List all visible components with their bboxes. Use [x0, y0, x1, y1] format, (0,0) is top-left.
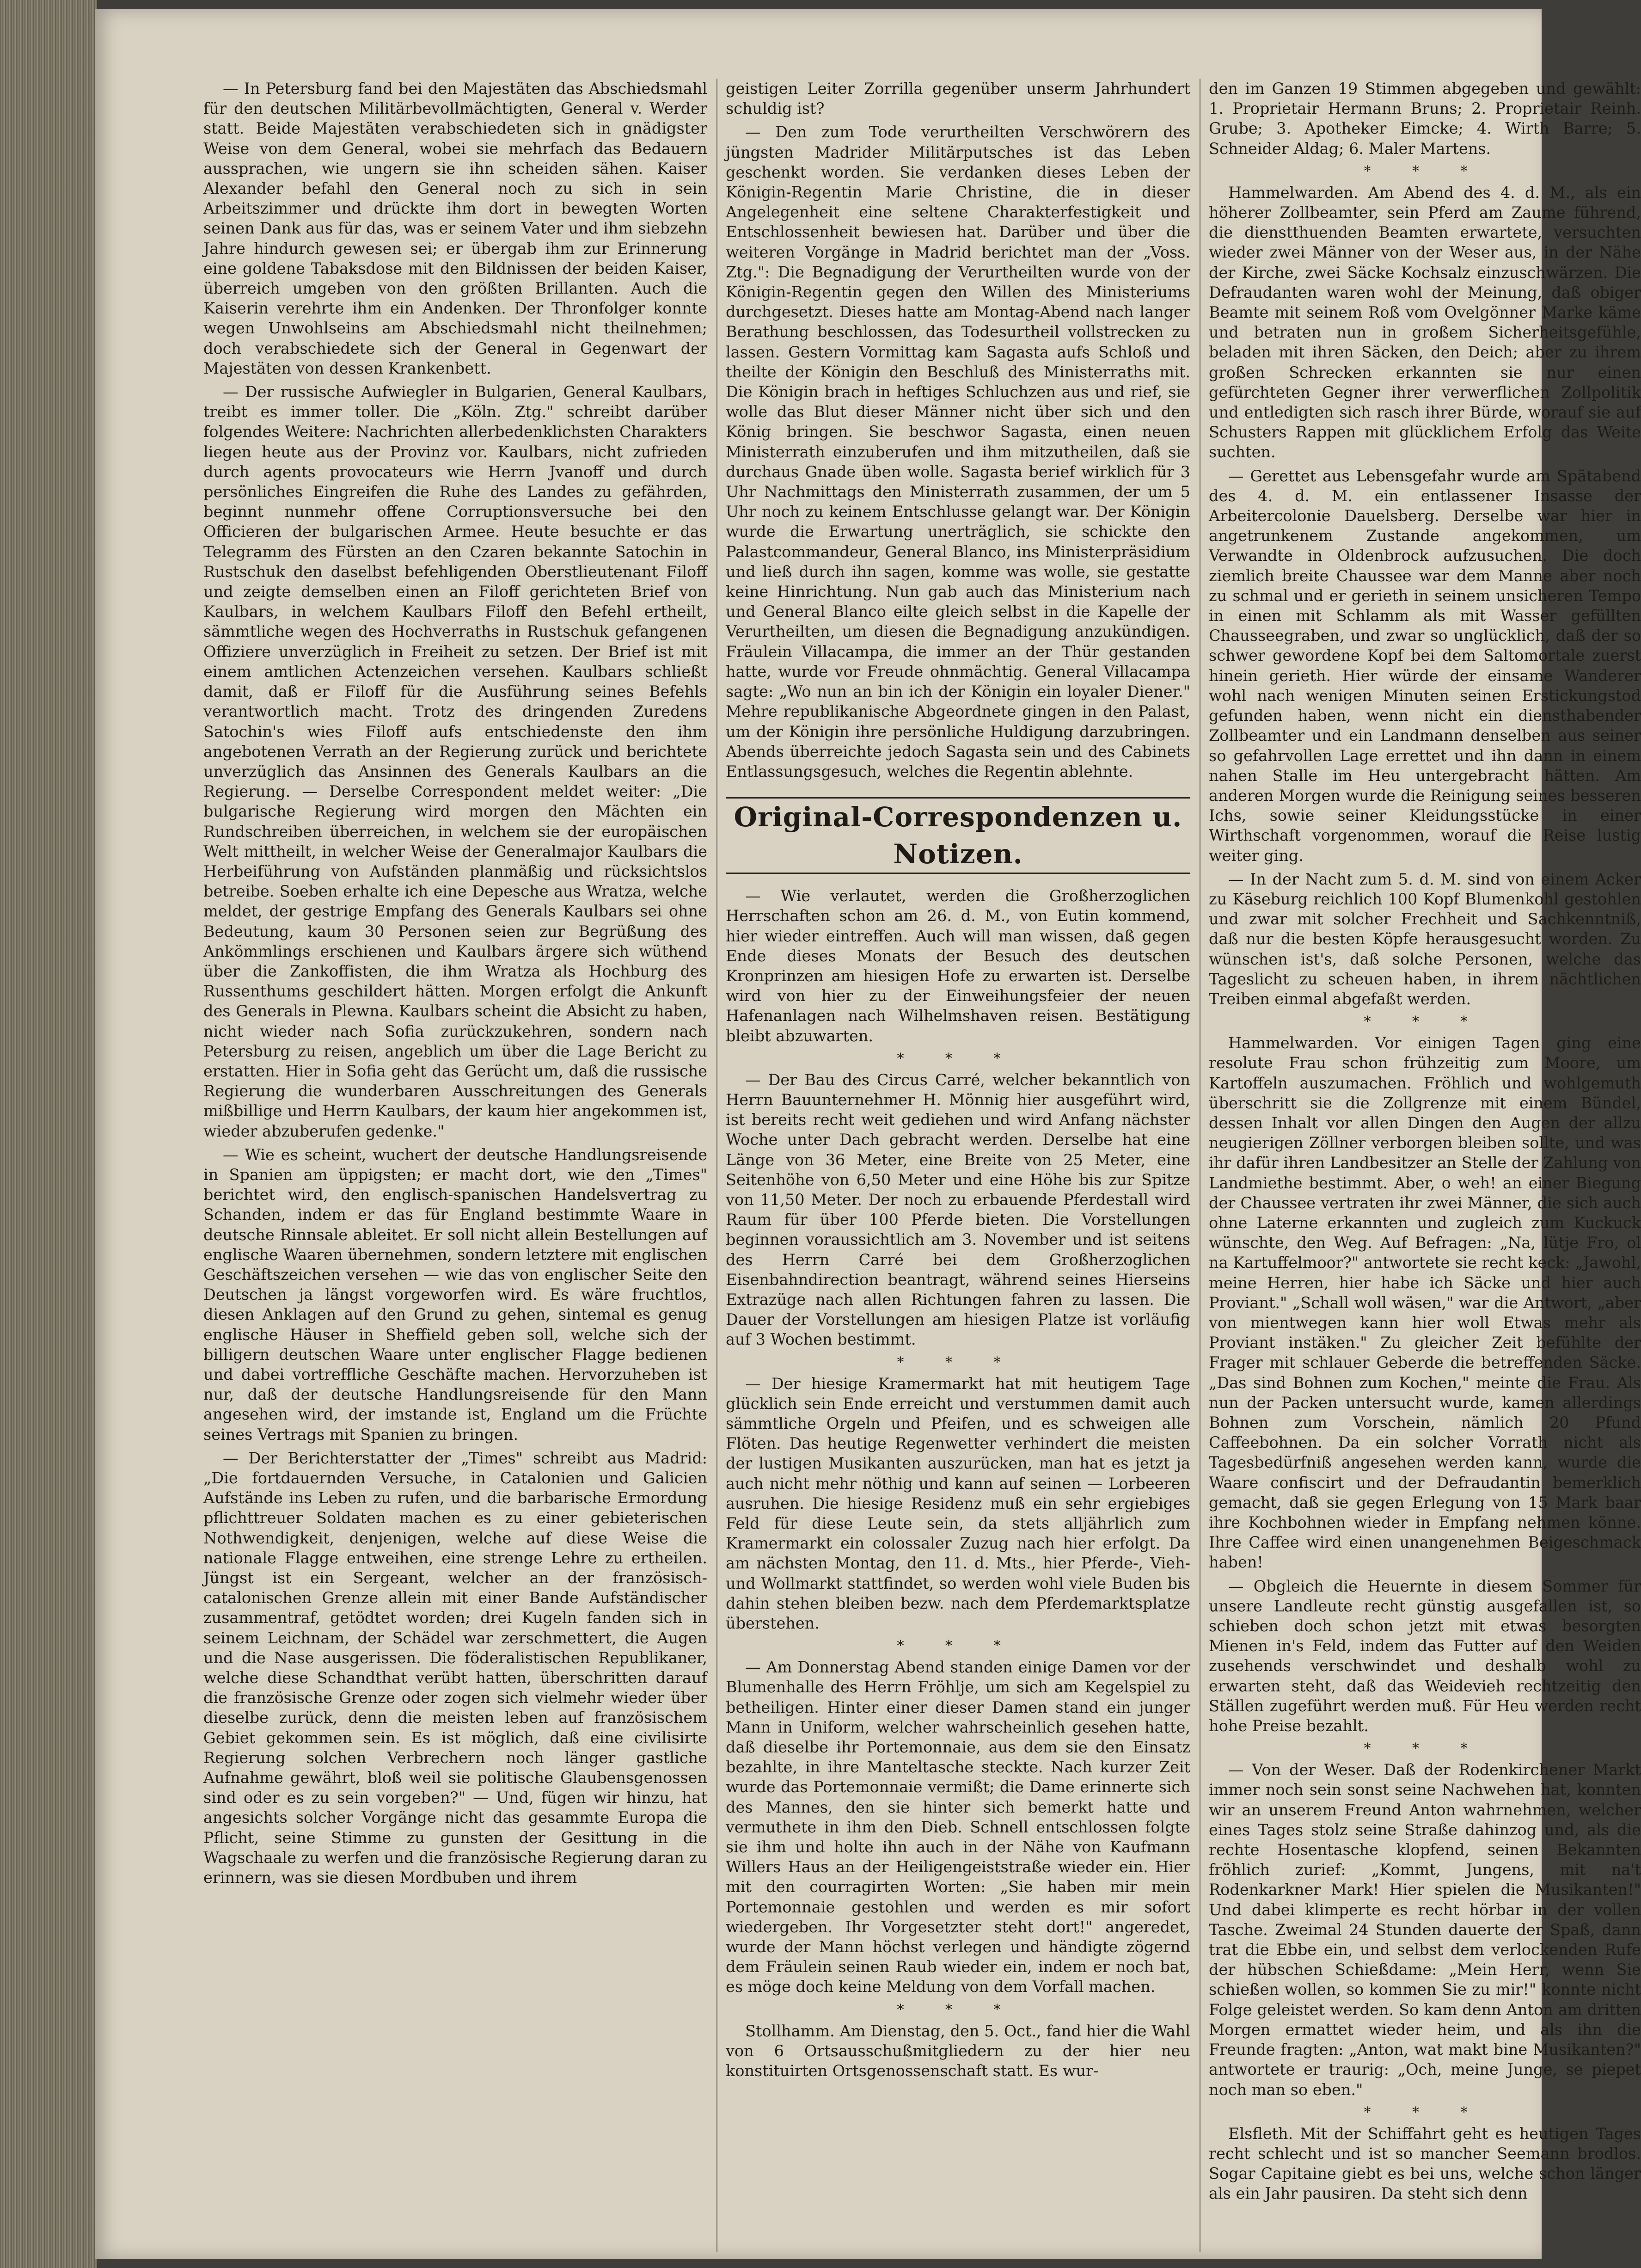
article-petersburg: — In Petersburg fand bei den Majestäten das Abschiedsmahl für den deutschen Militärbevollmächtigten, General v. Werder statt. Beide Majestäten verabschiedeten sich in gnädigster Weise von dem General, wobei sie mehrfach das Bedauern aussprachen, wie ungern sie ihn scheiden sähen. Kaiser Alexander befahl den General noch zu sich in sein Arbeitszimmer und drückte ihm dort in bewegten Worten seinen Dank aus für das, was er seinem Vater und ihm siebzehn Jahre hindurch gewesen sei; er übergab ihm zur Erinnerung eine goldene Tabaksdose mit den Bildnissen der beiden Kaiser, überreich umgeben von den größten Brillanten. Auch die Kaiserin verehrte ihm ein Andenken. Der Thronfolger konnte wegen Unwohlseins am Abschiedsmahl nicht theilnehmen; doch verabschiedete sich der General in Gegenwart der Majestäten von dessen Krankenbett. [203, 80, 707, 377]
article-kramermarkt: — Der hiesige Kramermarkt hat mit heutigem Tage glücklich sein Ende erreicht und verstummen damit auch sämmtliche Orgeln und Pfeifen, und es schweigen alle Flöten. Das heutige Regenwetter verhindert die meisten der lustigen Musikanten auszurücken, man hat es jetzt ja auch nicht mehr nöthig und kann auf seinen — Lorbeeren ausruhen. Die hiesige Residenz muß ein sehr ergiebiges Feld für diese Leute sein, da stets alljährlich zum Kramermarkt ein colossaler Zuzug nach hier erfolgt. Da am nächsten Montag, den 11. d. Mts., hier Pferde-, Vieh- und Wollmarkt stattfindet, so werden wohl viele Buden bis dahin stehen bleiben bezw. nach dem Pferdemarktsplatze überstehen. [726, 1374, 1190, 1633]
article-continuation: geistigen Leiter Zorrilla gegenüber unserm Jahrhundert schuldig ist? [726, 80, 1190, 118]
article-german-salesman: — Wie es scheint, wuchert der deutsche Handlungsreisende in Spanien am üppigsten; er macht dort, wie den „Times" berichtet wird, den englisch-spanischen Handelsvertrag zu Schanden, indem er das für England bestimmte Waare in deutsche Rinnsale ableitet. Er soll nicht allein Bestellungen auf englische Waaren übernehmen, sondern letztere mit englischen Geschäftszeichen versehen — wie das von englischer Seite den Deutschen ja längst vorgeworfen wird. Es wäre fruchtlos, diesen Anklagen auf den Grund zu gehen, sintemal es genug englische Häuser in Sheffield geben soll, welche sich der billigern deutschen Waare unter englischer Flagge bedienen und dabei vortreffliche Geschäfte machen. Hervorzuheben ist nur, daß der deutsche Handlungsreisende für den Mann angesehen wird, der imstande ist, England um die Früchte seines Vertrags mit Spanien zu bringen. [203, 1145, 707, 1444]
article-von-der-weser: — Von der Weser. Daß der Rodenkirchener Markt immer noch sein sonst seine Nachwehen hat, konnten wir an unserem Freund Anton wahrnehmen, welcher eines Tages stolz seine Straße dahinzog und, als die rechte Hosentasche klopfend, seinen Bekannten fröhlich zurief: „Kommt, Jungens, mit na't Rodenkarkner Mark! Hier spielen die Musikanten!" Und dabei klimperte es recht hörbar in der vollen Tasche. Zweimal 24 Stunden dauerte der Spaß, dann trat die Ebbe ein, und selbst dem verlockenden Rufe der hübschen Schießdame: „Mein Herr, wenn Sie schießen wollen, so kommen Sie zu mir!" konnte nicht Folge geleistet werden. So kam denn Anton am dritten Morgen ermattet wieder heim, und als ihn die Freunde fragten: „Anton, wat makt bine Musikanten?" antwortete er traurig: „Och, meine Junge, se piepet noch man so eben." [1209, 1761, 1641, 2099]
separator-stars: * * * [1364, 1740, 1486, 1757]
article-continuation: den im Ganzen 19 Stimmen abgegeben und gewählt: 1. Proprietair Hermann Bruns; 2. Proprietair Reinh. Grube; 3. Apotheker Eimcke; 4. Wirth Barre; 5. Schneider Aldag; 6. Maler Martens. [1209, 80, 1641, 158]
page-edges [0, 0, 97, 2268]
article-madrid-conspirators: — Den zum Tode verurtheilten Verschwörern des jüngsten Madrider Militärputsches ist das Leben geschenkt worden. Sie verdanken dieses Leben der Königin-Regentin Marie Christine, die in dieser Angelegenheit eine seltene Charakterfestigkeit und Entschlossenheit bewiesen hat. Darüber und über die weiteren Vorgänge in Madrid berichtet man der „Voss. Ztg.": Die Begnadigung der Verurtheilten wurde von der Königin-Regentin gegen den Willen des Ministeriums durchgesetzt. Dieses hatte am Montag-Abend nach langer Berathung beschlossen, das Todesurtheil vollstrecken zu lassen. Gestern Vormittag kam Sagasta aufs Schloß und theilte der Königin den Beschluß des Ministerraths mit. Die Königin brach in heftiges Schluchzen aus und rief, sie wolle das Blut dieser Männer nicht über sich und den König bringen. Sie beschwor Sagasta, einen neuen Ministerrath einzuberufen und ihm mitzutheilen, daß sie durchaus Gnade üben wolle. Sagasta berief wirklich für 3 Uhr Nachmittags den Ministerrath zusammen, der um 5 Uhr noch zu keinem Entschlusse gelangt war. Der Königin wurde die Erwartung unerträglich, sie schickte den Palastcommandeur, General Blanco, ins Ministerpräsidium und ließ durch ihn sagen, komme was wolle, sie gestatte keine Hinrichtung. Nun gab auch das Ministerium nach und General Blanco eilte gleich selbst in die Kapelle der Verurtheilten, um diesen die Begnadigung anzukündigen. Fräulein Villacampa, die immer an der Thür gestanden hatte, wurde vor Freude ohnmächtig. General Villacampa sagte: „Wo nun an bin ich der Königin ein loyaler Diener." Mehre republikanische Abgeordnete gingen in den Palast, um der Königin ihre persönliche Huldigung darzubringen. Abends überreichte jedoch Sagasta sein und des Cabinets Entlassungsgesuch, welches die Regentin ablehnte. [726, 123, 1190, 781]
separator-stars: * * * [1364, 163, 1486, 179]
article-elsfleth: Elsfleth. Mit der Schiffahrt geht es heutigen Tages recht schlecht und ist so mancher Seemann brodlos. Sogar Capitaine giebt es bei uns, welche schon länger als ein Jahr pausiren. Da steht sich denn [1209, 2124, 1641, 2203]
article-hammelwarden-2: Hammelwarden. Vor einigen Tagen ging eine resolute Frau schon frühzeitig zum Moore, um Kartoffeln auszumachen. Fröhlich und wohlgemuth überschritt sie die Zollgrenze mit einem Bündel, dessen Inhalt vor allen Dingen den Augen der allzu neugierigen Zöllner verborgen bleiben sollte, und was ihr dafür ihren Landbesitzer an Stelle der Zahlung von Landmiethe bestimmt. Aber, o weh! an einer Biegung der Chaussee vertraten ihr zwei Männer, die sich auch ohne Laterne erkannten und zugleich zum Kuckuck wünschte, den Weg. Auf Befragen: „Na, lütje Fro, ol na Kartuffelmoor?" antwortete sie recht keck: „Jawohl, meine Herren, hier habe ich Säcke und hier auch Proviant." „Schall woll wäsen," war die Antwort, „aber von mientwegen kann hier woll Etwas mehr als Proviant instäken." Zu gleicher Zeit befühlte der Frager mit schlauer Geberde die betreffenden Säcke. „Das sind Bohnen zum Kochen," meinte die Frau. Als nun der Packen untersucht wurde, kamen allerdings Bohnen zum Vorschein, nämlich 20 Pfund Caffeebohnen. Da ein solcher Vorrath nicht als Tagesbedürfniß angesehen werden kann, wurde die Waare confiscirt und der Defraudantin bemerklich gemacht, daß sie gegen Erlegung von 15 Mark baar ihre Kochbohnen wieder in Empfang nehmen könne. Ihre Caffee wird einen unangenehmen Beigeschmack haben! [1209, 1034, 1641, 1572]
article-cauliflower-theft: — In der Nacht zum 5. d. M. sind von einem Acker zu Käseburg reichlich 100 Kopf Blumenkohl gestohlen und zwar mit solcher Frechheit und Sachkenntniß, daß nur die besten Köpfe herausgesucht worden. Zu wünschen ist's, daß solche Personen, welche das Tageslicht zu scheuen haben, in ihrem nächtlichen Treiben einmal abgefaßt werden. [1209, 870, 1641, 1008]
article-russian-agitator: — Der russische Aufwiegler in Bulgarien, General Kaulbars, treibt es immer toller. Die „Köln. Ztg." schreibt darüber folgendes Weitere: Nachrichten allerbedenklichsten Charakters liegen heute aus der Provinz vor. Kaulbars, nicht zufrieden durch agents provocateurs wie Herrn Jvanoff und durch persönliches Eingreifen die Ruhe des Landes zu gefährden, beginnt nunmehr offene Corruptionsversuche bei den Officieren der bulgarischen Armee. Heute besuchte er das Telegramm des Fürsten an den Czaren bekannte Satochin in Rustschuk den daselbst befehligenden Oberstlieutenant Filoff und zeigte demselben einen an Filoff gerichteten Brief von Kaulbars, in welchem Kaulbars Filoff den Befehl ertheilt, sämmtliche wegen des Hochverraths in Rustschuk gefangenen Offiziere unverzüglich in Freiheit zu setzen. Der Brief ist mit einem amtlichen Actenzeichen versehen. Kaulbars schließt damit, daß er Filoff für die Ausführung seines Befehls verantwortlich macht. Trotz des dringenden Zuredens Satochin's wies Filoff aufs entschiedenste den ihm angebotenen Verrath an der Regierung zurück und berichtete unverzüglich das Ansinnen des Generals Kaulbars an die Regierung. — Derselbe Correspondent meldet weiter: „Die bulgarische Regierung wird morgen den Mächten ein Rundschreiben überreichen, in welchem sie der europäischen Welt mittheilt, in welcher Weise der Generalmajor Kaulbars die Herbeiführung von Aufständen planmäßig und rücksichtslos betreibe. Soeben erhalte ich eine Depesche aus Wratza, welche meldet, der gestrige Empfang des Generals Kaulbars sei ohne Bedeutung, kaum 30 Personen seien zur Begrüßung des Ankömmlings erschienen und Kaulbars ärgere sich wüthend über die Zankoffisten, die ihm Wratza als Hochburg des Russenthums geschildert hätten. Morgen erfolgt die Ankunft des Generals in Plewna. Kaulbars scheint die Absicht zu haben, nicht wieder nach Sofia zurückzukehren, sondern nach Petersburg zu reisen, angeblich um über die Lage Bericht zu erstatten. Hier in Sofia geht das Gerücht um, daß die russische Regierung die wunderbaren Ausschreitungen des Generals mißbillige und Herrn Kaulbars, der kaum hier angekommen ist, wieder abzuberufen gedenke." [203, 383, 707, 1140]
section-heading: Original-Correspondenzen u. Notizen. [726, 797, 1190, 874]
column-2 [726, 79, 1190, 2084]
separator-stars: * * * [897, 1050, 1019, 1067]
article-ladies-purse: — Am Donnerstag Abend standen einige Damen vor der Blumenhalle des Herrn Fröhlje, um sich am Kegelspiel zu betheiligen. Hinter einer dieser Damen stand ein junger Mann in Uniform, welcher wahrscheinlich gesehen hatte, daß dieselbe ihr Portemonnaie, aus dem sie den Einsatz bezahlte, in ihre Manteltasche steckte. Nach kurzer Zeit wurde das Portemonnaie vermißt; die Dame erinnerte sich des Mannes, den sie hinter sich bemerkt hatte und vermuthete in ihm den Dieb. Schnell entschlossen folgte sie ihm und holte ihn auch in der Nähe von Kaufmann Willers Haus an der Heiligengeiststraße wieder ein. Hier mit den courragirten Worten: „Sie haben mir mein Portemonnaie gestohlen und werden es mir sofort wiedergeben. Ihr Vorgesetzter steht dort!" angeredet, wurde der Mann höchst verlegen und händigte zögernd dem Fräulein seinen Raub wieder ein, indem er noch bat, es möge doch keine Meldung von dem Vorfall machen. [726, 1658, 1190, 1996]
column-rule [716, 79, 717, 2252]
article-circus-carre: — Der Bau des Circus Carré, welcher bekanntlich von Herrn Bauunternehmer H. Mönnig hier ausgeführt wird, ist bereits recht weit gediehen und wird Anfang nächster Woche unter Dach gebracht werden. Derselbe hat eine Länge von 36 Meter, eine Breite von 25 Meter, eine Seitenhöhe von 6,50 Meter und eine Höhe bis zur Spitze von 11,50 Meter. Der noch zu erbauende Pferdestall wird Raum für über 100 Pferde bieten. Die Vorstellungen beginnen voraussichtlich am 3. November und ist seitens des Herrn Carré bei dem Großherzoglichen Eisenbahndirection beantragt, während seines Hierseins Extrazüge nach allen Richtungen fahren zu lassen. Die Dauer der Vorstellungen am hiesigen Platze ist vorläufig auf 3 Wochen bestimmt. [726, 1070, 1190, 1349]
newspaper-page [95, 9, 1641, 2259]
article-rescued: — Gerettet aus Lebensgefahr wurde am Spätabend des 4. d. M. ein entlassener Insasse der Arbeitercolonie Dauelsberg. Derselbe war hier in angetrunkenem Zustande angekommen, um Verwandte in Oldenbrock aufzusuchen. Die doch ziemlich breite Chaussee war dem Manne aber noch zu schmal und er gerieth in seinem unsicheren Tempo in einen mit Schlamm als mit Wasser gefüllten Chausseegraben, und zwar so unglücklich, daß der so schwer gewordene Kopf bei dem Saltomortale zuerst hinein gerieth. Hier würde der einsame Wanderer wohl nach wenigen Minuten seinen Erstickungstod gefunden haben, wenn nicht ein diensthabender Zollbeamter und ein Landmann denselben aus seiner so gefahrvollen Lage errettet und ihn dann in einem nahen Stalle im Heu untergebracht hätten. Am anderen Morgen wurde die Reinigung seines besseren Ichs, sowie seiner Kleidungsstücke in einer Wirthschaft vorgenommen, worauf die Reise lustig weiter ging. [1209, 467, 1641, 865]
separator-stars: * * * [897, 1638, 1019, 1654]
article-madrid-times: — Der Berichterstatter der „Times" schreibt aus Madrid: „Die fortdauernden Versuche, in Catalonien und Galicien Aufstände ins Leben zu rufen, und die barbarische Ermordung pflichttreuer Soldaten machen es zu einer gebieterischen Nothwendigkeit, denjenigen, welche auf diese Weise die nationale Flagge entweihen, eine strenge Lehre zu ertheilen. Jüngst ist ein Sergeant, welcher an der französisch-catalonischen Grenze allein mit einer Bande Aufständischer zusammentraf, getödtet worden; drei Kugeln fanden sich in seinem Leichnam, der Schädel war zerschmettert, die Augen und die Nase ausgerissen. Die föderalistischen Republikaner, welche diese Schandthat verübt hatten, überschritten darauf die französische Grenze oder zogen sich vielmehr wieder über dieselbe zurück, denn die meisten leben auf französischem Gebiet gekommen sein. Es ist möglich, daß eine civilisirte Regierung solchen Verbrechern noch länger gastliche Aufnahme gewährt, bloß weil sie politische Glaubensgenossen sind oder es zu sein vorgeben?" — Und, fügen wir hinzu, hat angesichts solcher Vorgänge nicht das gesammte Europa die Pflicht, seine Stimme zu gunsten der Gesittung in die Wagschaale zu werfen und die französische Regierung daran zu erinnern, was sie diesen Mordbuben und ihrem [203, 1449, 707, 1887]
article-grand-ducal: — Wie verlautet, werden die Großherzoglichen Herrschaften schon am 26. d. M., von Eutin kommend, hier wieder eintreffen. Auch will man wissen, daß gegen Ende dieses Monats der Besuch des deutschen Kronprinzen am hiesigen Hofe zu erwarten ist. Derselbe wird von hier zu der Einweihungsfeier der neuen Hafenanlagen nach Wilhelmshaven reisen. Bestätigung bleibt abzuwarten. [726, 887, 1190, 1045]
column-3 [1209, 79, 1641, 2207]
column-1 [203, 79, 707, 1891]
article-hammelwarden-1: Hammelwarden. Am Abend des 4. d. M., als ein höherer Zollbeamter, sein Pferd am Zaume führend, die dienstthuenden Beamten erwartete, versuchten wieder zwei Männer von der Weser aus, in der Nähe der Kirche, zwei Säcke Kochsalz einzuschwärzen. Die Defraudanten waren wohl der Meinung, daß obiger Beamte mit seinem Roß vom Ovelgönner Marke käme und betraten nun in großem Sicherheitsgefühle, beladen mit ihren Säcken, den Deich; aber zu ihrem großen Schrecken erkannten sie nur einen gefürchteten Gegner ihrer verwerflichen Zollpolitik und entledigten sich rasch ihrer Bürde, worauf sie auf Schusters Rappen mit glücklichem Erfolg das Weite suchten. [1209, 183, 1641, 461]
article-hay-harvest: — Obgleich die Heuernte in diesem Sommer für unsere Landleute recht günstig ausgefallen ist, so schieben doch schon jetzt mit etwas besorgten Mienen in's Feld, indem das Futter auf den Weiden zusehends verschwindet und deshalb wohl zu erwarten steht, daß das Weidevieh rechtzeitig den Ställen zugeführt werden muß. Für Heu werden recht hohe Preise bezahlt. [1209, 1577, 1641, 1735]
separator-stars: * * * [897, 2001, 1019, 2018]
separator-stars: * * * [897, 1354, 1019, 1371]
separator-stars: * * * [1364, 2104, 1486, 2120]
article-stollhamm: Stollhamm. Am Dienstag, den 5. Oct., fand hier die Wahl von 6 Ortsausschußmitgliedern zu der hier neu konstituirten Ortsgenossenschaft statt. Es wur- [726, 2022, 1190, 2080]
separator-stars: * * * [1364, 1014, 1486, 1030]
